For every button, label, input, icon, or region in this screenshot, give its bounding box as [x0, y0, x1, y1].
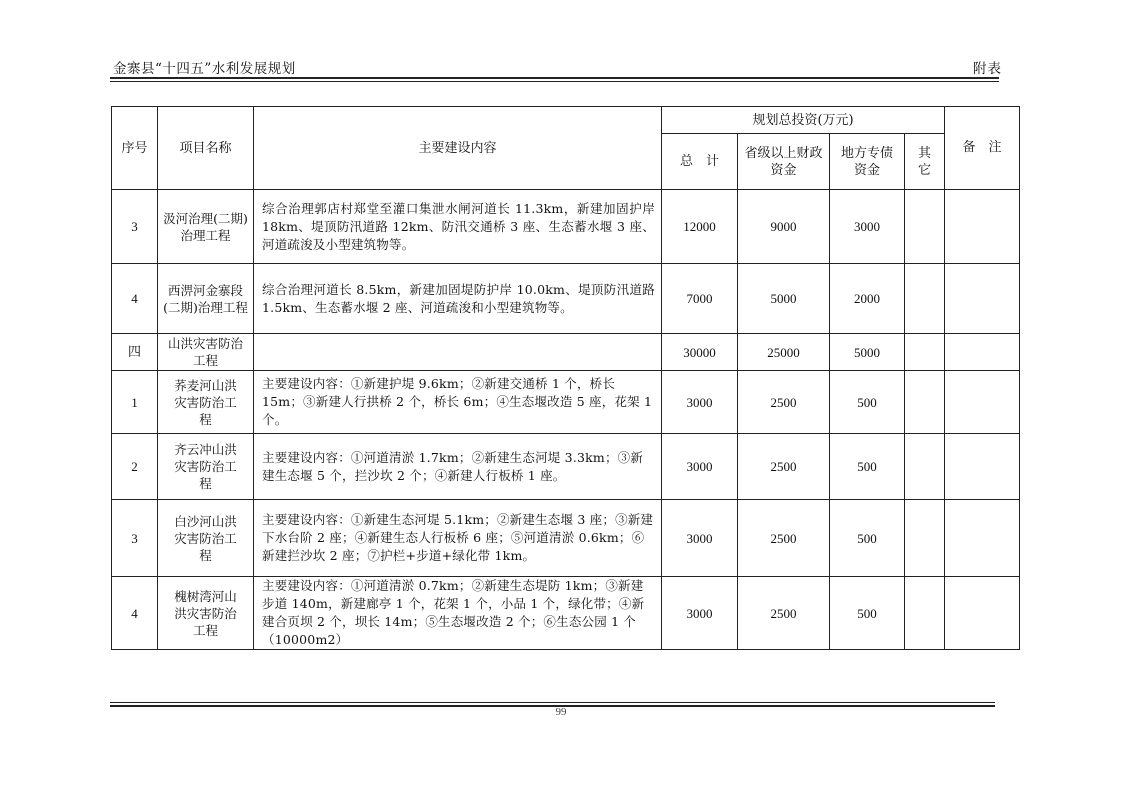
- cell-name: 汲河治理(二期)治理工程: [158, 190, 254, 264]
- cell-content: 主要建设内容：①河道清淤 1.7km；②新建生态河堤 3.3km；③新建生态堰 5 个，拦沙坎 2 个；④新建人行板桥 1 座。: [254, 434, 662, 500]
- cell-seq: 4: [112, 264, 158, 334]
- cell-provincial: 9000: [738, 190, 830, 264]
- table-row: [112, 264, 1020, 334]
- document-title: 金寨县“十四五”水利发展规划: [113, 61, 296, 77]
- header-remarks: 备 注: [945, 107, 1020, 190]
- cell-local-bond: 3000: [830, 190, 905, 264]
- table-row: [112, 577, 1020, 650]
- header-name: 项目名称: [158, 107, 254, 190]
- cell-local-bond: 500: [830, 577, 905, 650]
- table-row-category: [112, 334, 1020, 371]
- cell-name: 西淠河金寨段(二期)治理工程: [158, 264, 254, 334]
- cell-content: 主要建设内容：①新建护堤 9.6km；②新建交通桥 1 个，桥长 15m；③新建人行拱桥 2 个，桥长 6m；④生态堰改造 5 座，花架 1 个。: [254, 371, 662, 434]
- cell-content: 综合治理河道长 8.5km，新建加固堤防护岸 10.0km、堤顶防汛道路 1.5km、生态蓄水堰 2 座、河道疏浚和小型建筑物等。: [254, 264, 662, 334]
- cell-name: 山洪灾害防治工程: [158, 334, 254, 371]
- cell-other: [905, 190, 945, 264]
- cell-remarks: [945, 577, 1020, 650]
- cell-other: [905, 334, 945, 371]
- cell-total: 3000: [662, 577, 738, 650]
- cell-local-bond: 5000: [830, 334, 905, 371]
- cell-other: [905, 577, 945, 650]
- cell-seq: 2: [112, 434, 158, 500]
- header-provincial: 省级以上财政资金: [738, 134, 830, 190]
- cell-name: 白沙河山洪灾害防治工程: [158, 500, 254, 577]
- cell-content: 主要建设内容：①河道清淤 0.7km；②新建生态堤防 1km；③新建步道 140m，新建廊亭 1 个，花架 1 个，小品 1 个，绿化带；④新建合页坝 2 个，坝长 14m；⑤生态堰改造 2 个；⑥生态公园 1 个（10000m2）: [254, 577, 662, 650]
- section-label: 附表: [973, 61, 1002, 77]
- header-seq: 序号: [112, 107, 158, 190]
- cell-content: 主要建设内容：①新建生态河堤 5.1km；②新建生态堰 3 座；③新建下水台阶 2 座；④新建生态人行板桥 6 座；⑤河道清淤 0.6km；⑥新建拦沙坎 2 座；⑦护栏+步道+绿化带 1km。: [254, 500, 662, 577]
- cell-other: [905, 264, 945, 334]
- cell-seq: 四: [112, 334, 158, 371]
- header-rule-thick: [110, 77, 999, 79]
- cell-local-bond: 500: [830, 371, 905, 434]
- table-row: [112, 500, 1020, 577]
- cell-seq: 3: [112, 500, 158, 577]
- header-local-bond: 地方专债资金: [830, 134, 905, 190]
- cell-other: [905, 434, 945, 500]
- cell-seq: 3: [112, 190, 158, 264]
- page-number: 99: [555, 706, 567, 718]
- cell-provincial: 25000: [738, 334, 830, 371]
- cell-remarks: [945, 500, 1020, 577]
- header-content: 主要建设内容: [254, 107, 662, 190]
- cell-other: [905, 371, 945, 434]
- cell-content: 综合治理郭店村郑堂至灌口集泄水闸河道长 11.3km，新建加固护岸 18km、堤顶防汛道路 12km、防汛交通桥 3 座、生态蓄水堰 3 座、河道疏浚及小型建筑物等。: [254, 190, 662, 264]
- cell-seq: 4: [112, 577, 158, 650]
- cell-content: [254, 334, 662, 371]
- cell-total: 12000: [662, 190, 738, 264]
- cell-remarks: [945, 264, 1020, 334]
- cell-provincial: 5000: [738, 264, 830, 334]
- cell-provincial: 2500: [738, 500, 830, 577]
- header-total: 总 计: [662, 134, 738, 190]
- header-investment-group: 规划总投资(万元): [662, 107, 945, 134]
- cell-name: 齐云冲山洪灾害防治工程: [158, 434, 254, 500]
- header-other: 其它: [905, 134, 945, 190]
- cell-remarks: [945, 434, 1020, 500]
- cell-local-bond: 2000: [830, 264, 905, 334]
- cell-name: 槐树湾河山洪灾害防治工程: [158, 577, 254, 650]
- cell-provincial: 2500: [738, 371, 830, 434]
- table-row: [112, 371, 1020, 434]
- cell-total: 7000: [662, 264, 738, 334]
- cell-seq: 1: [112, 371, 158, 434]
- table-row: [112, 190, 1020, 264]
- cell-provincial: 2500: [738, 434, 830, 500]
- cell-local-bond: 500: [830, 434, 905, 500]
- cell-name: 荞麦河山洪灾害防治工程: [158, 371, 254, 434]
- cell-provincial: 2500: [738, 577, 830, 650]
- planning-table: [111, 106, 1020, 650]
- cell-total: 3000: [662, 434, 738, 500]
- cell-remarks: [945, 371, 1020, 434]
- cell-remarks: [945, 190, 1020, 264]
- cell-other: [905, 500, 945, 577]
- footer-rule-thin: [110, 702, 995, 703]
- header-row: [112, 107, 1020, 134]
- cell-local-bond: 500: [830, 500, 905, 577]
- cell-remarks: [945, 334, 1020, 371]
- cell-total: 3000: [662, 500, 738, 577]
- cell-total: 30000: [662, 334, 738, 371]
- header-rule-thin: [110, 81, 999, 82]
- table-row: [112, 434, 1020, 500]
- cell-total: 3000: [662, 371, 738, 434]
